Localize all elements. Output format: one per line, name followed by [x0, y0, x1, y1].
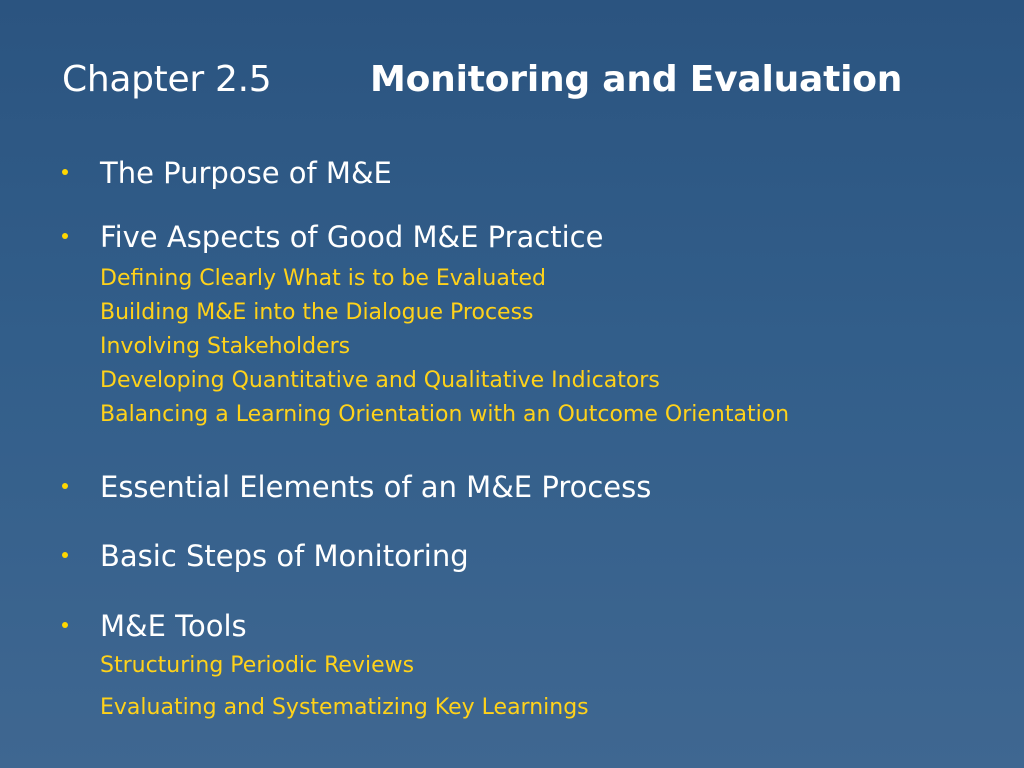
- sub-list: [100, 262, 789, 432]
- bullet-text: Essential Elements of an M&E Process: [100, 470, 652, 504]
- sub-list: [100, 649, 589, 733]
- bullet-dot-icon: [62, 483, 68, 489]
- slide-title: [62, 58, 902, 102]
- bullet-dot-icon: [62, 552, 68, 558]
- bullet-text: M&E Tools: [100, 609, 247, 643]
- chapter-number: Chapter 2.5: [62, 59, 272, 100]
- bullet-dot-icon: [62, 233, 68, 239]
- bullet-text: Basic Steps of Monitoring: [100, 539, 469, 573]
- sub-item: Structuring Periodic Reviews: [100, 653, 415, 678]
- chapter-heading: Monitoring and Evaluation: [370, 59, 903, 100]
- sub-item: Involving Stakeholders: [100, 334, 351, 359]
- sub-item: Developing Quantitative and Qualitative Indicators: [100, 368, 660, 393]
- bullet-dot-icon: [62, 169, 68, 175]
- bullet-text: The Purpose of M&E: [100, 156, 392, 190]
- sub-item: Balancing a Learning Orientation with an Outcome Orientation: [100, 402, 790, 427]
- sub-item: Defining Clearly What is to be Evaluated: [100, 266, 546, 291]
- sub-item: Evaluating and Systematizing Key Learnings: [100, 695, 589, 720]
- bullet-dot-icon: [62, 622, 68, 628]
- bullet-text: Five Aspects of Good M&E Practice: [100, 220, 604, 254]
- sub-item: Building M&E into the Dialogue Process: [100, 300, 534, 325]
